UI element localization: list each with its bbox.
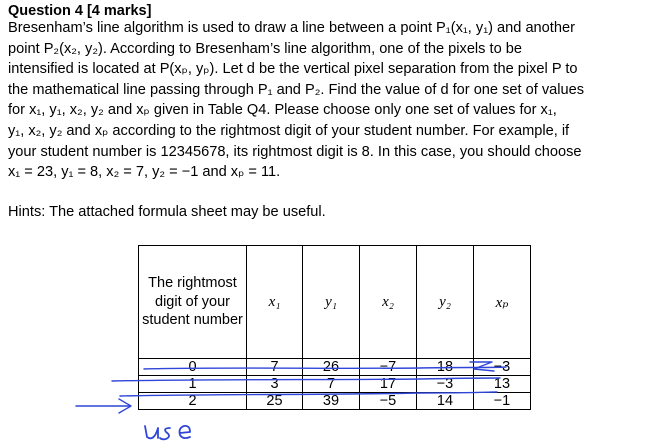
header-x1-label: x₁ xyxy=(268,293,281,310)
header-xp xyxy=(474,246,531,359)
table-row xyxy=(139,393,531,410)
cell-xp: −1 xyxy=(474,393,531,410)
header-y2-label: y₂ xyxy=(439,293,451,310)
cell-xp: −3 xyxy=(474,359,531,376)
cell-x1: 25 xyxy=(247,393,303,410)
header-rightmost-digit: The rightmost digit of your student number xyxy=(139,246,247,359)
header-y1-label: y₁ xyxy=(325,293,337,310)
cell-y1: 26 xyxy=(303,359,360,376)
question-heading: Question 4 [4 marks] xyxy=(8,3,152,19)
cell-x2: −5 xyxy=(360,393,417,410)
question-text xyxy=(8,18,632,183)
cell-xp: 13 xyxy=(474,376,531,393)
header-x2-label: x₂ xyxy=(382,293,394,310)
cell-x1: 7 xyxy=(247,359,303,376)
cell-digit: 2 xyxy=(139,393,247,410)
cell-y1: 39 xyxy=(303,393,360,410)
table-q4 xyxy=(138,245,531,410)
table-header-row xyxy=(139,246,531,359)
cell-x2: −7 xyxy=(360,359,417,376)
note-use-drawing xyxy=(145,426,190,439)
question-line-6: y₁, x₂, y₂ and xₚ according to the rightmost digit of your student number. For example, if xyxy=(8,122,570,139)
header-y1 xyxy=(303,246,360,359)
question-line-3: intensified is located at P(xₚ, yₚ). Let d be the vertical pixel separation from the pixel P to xyxy=(8,61,578,78)
cell-y1: 7 xyxy=(303,376,360,393)
table-row xyxy=(139,376,531,393)
cell-y2: −3 xyxy=(417,376,474,393)
question-line-2: point P₂(x₂, y₂). According to Bresenham’s line algorithm, one of the pixels to be xyxy=(8,40,522,57)
hints-text: Hints: The attached formula sheet may be useful. xyxy=(8,204,326,220)
cell-digit: 1 xyxy=(139,376,247,393)
question-line-4: the mathematical line passing through P₁ and P₂. Find the value of d for one set of values xyxy=(8,81,585,98)
header-y2 xyxy=(417,246,474,359)
arrow-head xyxy=(119,399,131,413)
cell-y2: 14 xyxy=(417,393,474,410)
cell-y2: 18 xyxy=(417,359,474,376)
header-x1 xyxy=(247,246,303,359)
cell-digit: 0 xyxy=(139,359,247,376)
question-line-8: x₁ = 23, y₁ = 8, x₂ = 7, y₂ = −1 and xₚ = 11. xyxy=(8,164,281,181)
question-line-1: Bresenham’s line algorithm is used to draw a line between a point P₁(x₁, y₁) and another xyxy=(8,20,575,36)
table-row xyxy=(139,359,531,376)
cell-x2: 17 xyxy=(360,376,417,393)
header-x2 xyxy=(360,246,417,359)
header-xp-label: xₚ xyxy=(495,294,509,311)
question-line-5: for x₁, y₁, x₂, y₂ and xₚ given in Table Q4. Please choose only one set of values for x₁, xyxy=(8,102,557,119)
question-line-7: your student number is 12345678, its rightmost digit is 8. In this case, you should choose xyxy=(8,143,582,160)
cell-x1: 3 xyxy=(247,376,303,393)
